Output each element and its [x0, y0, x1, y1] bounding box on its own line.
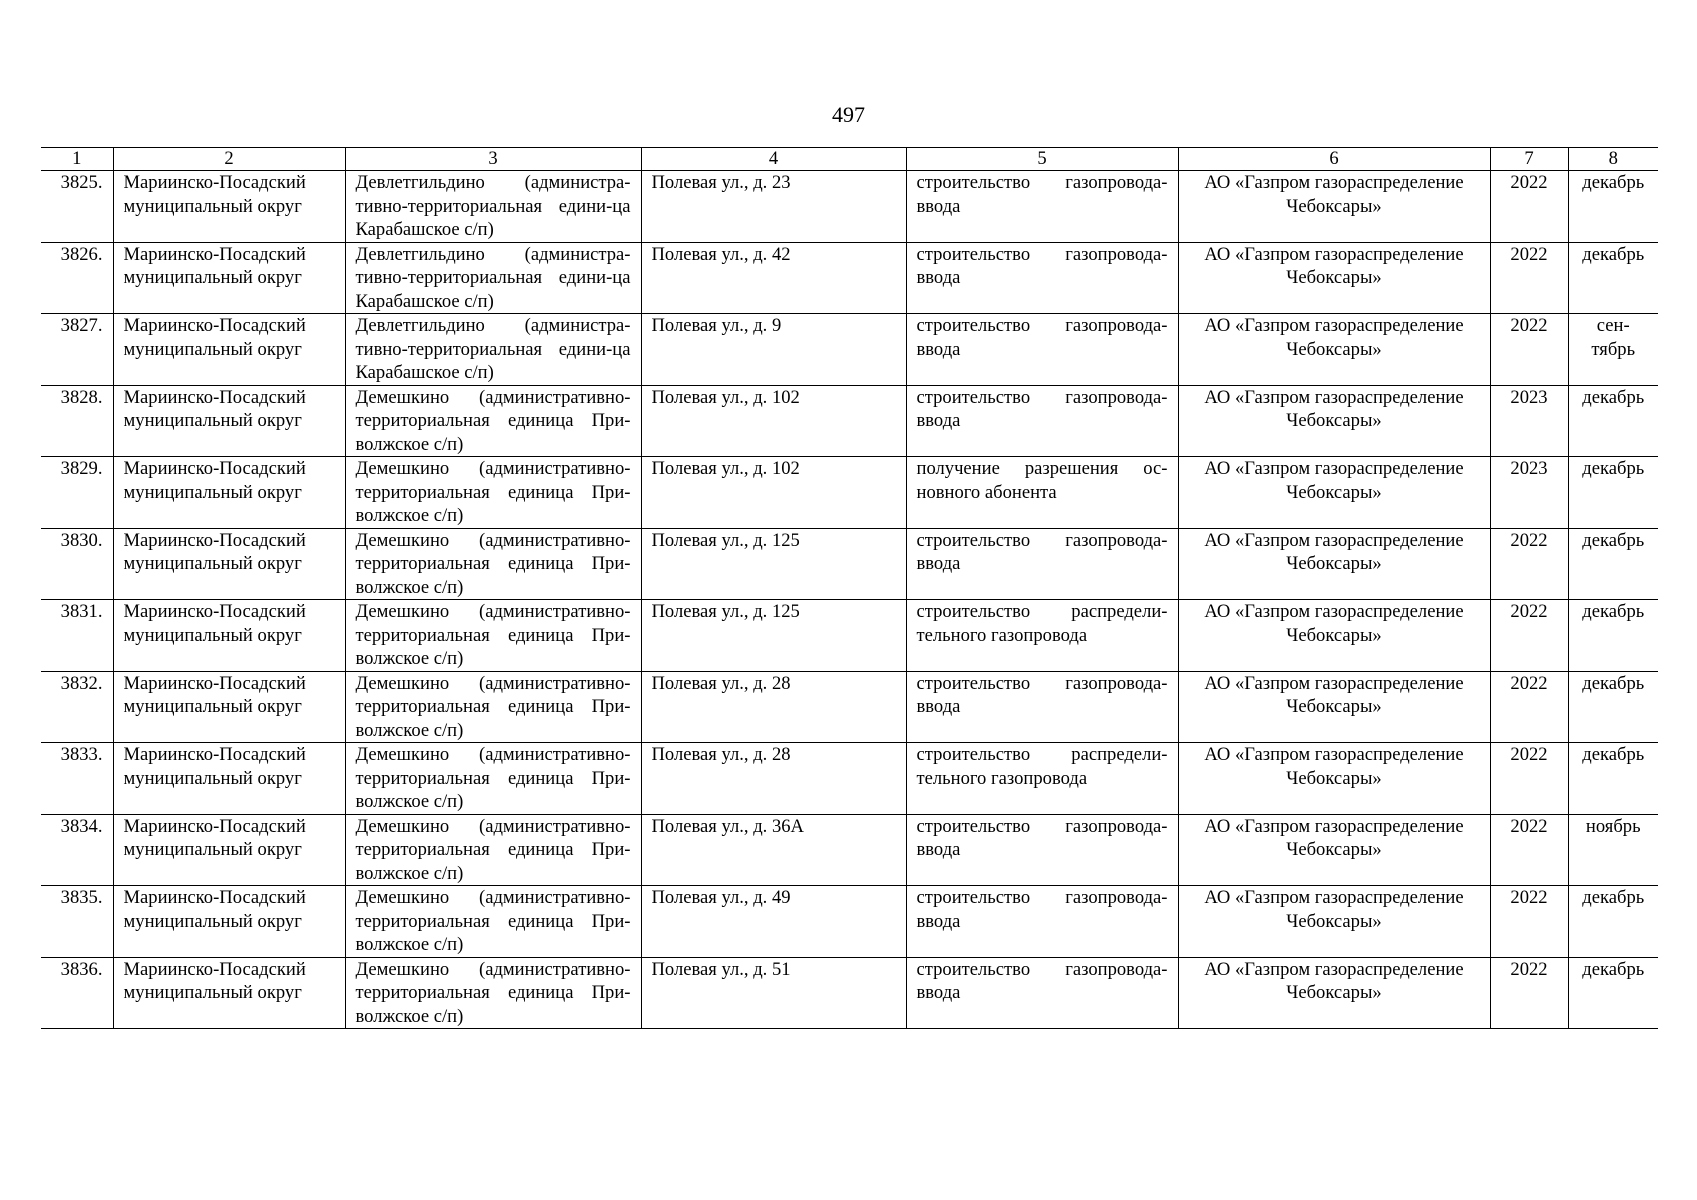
settlement-cell: Демешкино (административно-территориальная единица При-волжское с/п): [345, 600, 641, 672]
district-cell: Мариинско-Посадский муниципальный округ: [113, 457, 345, 529]
executor-cell: АО «Газпром газораспределение Чебоксары»: [1178, 600, 1490, 672]
table-body: [41, 171, 1658, 1029]
settlement-cell: Девлетгильдино (администра-тивно-территориальная едини-ца Карабашское с/п): [345, 171, 641, 243]
year-cell: 2022: [1490, 886, 1568, 958]
work-type-cell: получение разрешения ос-новного абонента: [906, 457, 1178, 529]
month-cell: декабрь: [1568, 171, 1658, 243]
row-number: 3825.: [41, 171, 113, 243]
table-row: [41, 814, 1658, 886]
work-type-cell: строительство распредели-тельного газопровода: [906, 743, 1178, 815]
table-row: [41, 743, 1658, 815]
settlement-cell: Девлетгильдино (администра-тивно-территориальная едини-ца Карабашское с/п): [345, 314, 641, 386]
executor-cell: АО «Газпром газораспределение Чебоксары»: [1178, 814, 1490, 886]
work-type-cell: строительство газопровода-ввода: [906, 171, 1178, 243]
row-number: 3831.: [41, 600, 113, 672]
district-cell: Мариинско-Посадский муниципальный округ: [113, 314, 345, 386]
address-cell: Полевая ул., д. 28: [641, 671, 906, 743]
address-cell: Полевая ул., д. 36А: [641, 814, 906, 886]
year-cell: 2023: [1490, 385, 1568, 457]
month-cell: сен-тябрь: [1568, 314, 1658, 386]
year-cell: 2022: [1490, 743, 1568, 815]
work-type-cell: строительство газопровода-ввода: [906, 314, 1178, 386]
address-cell: Полевая ул., д. 102: [641, 457, 906, 529]
address-cell: Полевая ул., д. 102: [641, 385, 906, 457]
month-cell: декабрь: [1568, 528, 1658, 600]
month-cell: декабрь: [1568, 957, 1658, 1029]
table-row: [41, 671, 1658, 743]
work-type-cell: строительство газопровода-ввода: [906, 242, 1178, 314]
district-cell: Мариинско-Посадский муниципальный округ: [113, 242, 345, 314]
address-cell: Полевая ул., д. 28: [641, 743, 906, 815]
column-header-4: 4: [641, 148, 906, 171]
column-header-3: 3: [345, 148, 641, 171]
settlement-cell: Демешкино (административно-территориальная единица При-волжское с/п): [345, 457, 641, 529]
page-number: 497: [832, 102, 865, 127]
table-row: [41, 886, 1658, 958]
settlement-cell: Девлетгильдино (администра-тивно-территориальная едини-ца Карабашское с/п): [345, 242, 641, 314]
executor-cell: АО «Газпром газораспределение Чебоксары»: [1178, 171, 1490, 243]
row-number: 3835.: [41, 886, 113, 958]
executor-cell: АО «Газпром газораспределение Чебоксары»: [1178, 671, 1490, 743]
table-row: [41, 600, 1658, 672]
year-cell: 2022: [1490, 171, 1568, 243]
district-cell: Мариинско-Посадский муниципальный округ: [113, 886, 345, 958]
column-header-7: 7: [1490, 148, 1568, 171]
district-cell: Мариинско-Посадский муниципальный округ: [113, 957, 345, 1029]
column-header-2: 2: [113, 148, 345, 171]
executor-cell: АО «Газпром газораспределение Чебоксары»: [1178, 743, 1490, 815]
row-number: 3833.: [41, 743, 113, 815]
settlement-cell: Демешкино (административно-территориальная единица При-волжское с/п): [345, 886, 641, 958]
settlement-cell: Демешкино (административно-территориальная единица При-волжское с/п): [345, 743, 641, 815]
settlement-cell: Демешкино (административно-территориальная единица При-волжское с/п): [345, 814, 641, 886]
work-type-cell: строительство газопровода-ввода: [906, 957, 1178, 1029]
month-cell: декабрь: [1568, 242, 1658, 314]
column-header-1: 1: [41, 148, 113, 171]
row-number: 3827.: [41, 314, 113, 386]
row-number: 3828.: [41, 385, 113, 457]
year-cell: 2023: [1490, 457, 1568, 529]
address-cell: Полевая ул., д. 42: [641, 242, 906, 314]
address-cell: Полевая ул., д. 9: [641, 314, 906, 386]
district-cell: Мариинско-Посадский муниципальный округ: [113, 385, 345, 457]
address-cell: Полевая ул., д. 125: [641, 600, 906, 672]
year-cell: 2022: [1490, 600, 1568, 672]
table-row: [41, 242, 1658, 314]
settlement-cell: Демешкино (административно-территориальная единица При-волжское с/п): [345, 385, 641, 457]
register-table: [41, 147, 1658, 1029]
work-type-cell: строительство газопровода-ввода: [906, 886, 1178, 958]
table-row: [41, 171, 1658, 243]
table-row: [41, 528, 1658, 600]
header-row: [41, 148, 1658, 171]
district-cell: Мариинско-Посадский муниципальный округ: [113, 671, 345, 743]
table-row: [41, 457, 1658, 529]
executor-cell: АО «Газпром газораспределение Чебоксары»: [1178, 528, 1490, 600]
work-type-cell: строительство газопровода-ввода: [906, 671, 1178, 743]
settlement-cell: Демешкино (административно-территориальная единица При-волжское с/п): [345, 671, 641, 743]
work-type-cell: строительство газопровода-ввода: [906, 528, 1178, 600]
work-type-cell: строительство распредели-тельного газопровода: [906, 600, 1178, 672]
row-number: 3829.: [41, 457, 113, 529]
month-cell: декабрь: [1568, 385, 1658, 457]
month-cell: декабрь: [1568, 671, 1658, 743]
year-cell: 2022: [1490, 814, 1568, 886]
row-number: 3826.: [41, 242, 113, 314]
row-number: 3832.: [41, 671, 113, 743]
month-cell: декабрь: [1568, 457, 1658, 529]
executor-cell: АО «Газпром газораспределение Чебоксары»: [1178, 242, 1490, 314]
address-cell: Полевая ул., д. 49: [641, 886, 906, 958]
year-cell: 2022: [1490, 314, 1568, 386]
column-header-8: 8: [1568, 148, 1658, 171]
address-cell: Полевая ул., д. 23: [641, 171, 906, 243]
executor-cell: АО «Газпром газораспределение Чебоксары»: [1178, 314, 1490, 386]
month-cell: декабрь: [1568, 886, 1658, 958]
month-cell: декабрь: [1568, 600, 1658, 672]
year-cell: 2022: [1490, 671, 1568, 743]
table-header: [41, 148, 1658, 171]
district-cell: Мариинско-Посадский муниципальный округ: [113, 814, 345, 886]
row-number: 3830.: [41, 528, 113, 600]
month-cell: ноябрь: [1568, 814, 1658, 886]
row-number: 3836.: [41, 957, 113, 1029]
address-cell: Полевая ул., д. 51: [641, 957, 906, 1029]
executor-cell: АО «Газпром газораспределение Чебоксары»: [1178, 886, 1490, 958]
month-cell: декабрь: [1568, 743, 1658, 815]
year-cell: 2022: [1490, 528, 1568, 600]
row-number: 3834.: [41, 814, 113, 886]
district-cell: Мариинско-Посадский муниципальный округ: [113, 171, 345, 243]
executor-cell: АО «Газпром газораспределение Чебоксары»: [1178, 957, 1490, 1029]
table-row: [41, 957, 1658, 1029]
work-type-cell: строительство газопровода-ввода: [906, 385, 1178, 457]
district-cell: Мариинско-Посадский муниципальный округ: [113, 528, 345, 600]
work-type-cell: строительство газопровода-ввода: [906, 814, 1178, 886]
table-row: [41, 314, 1658, 386]
column-header-5: 5: [906, 148, 1178, 171]
district-cell: Мариинско-Посадский муниципальный округ: [113, 600, 345, 672]
year-cell: 2022: [1490, 957, 1568, 1029]
district-cell: Мариинско-Посадский муниципальный округ: [113, 743, 345, 815]
year-cell: 2022: [1490, 242, 1568, 314]
settlement-cell: Демешкино (административно-территориальная единица При-волжское с/п): [345, 528, 641, 600]
table-row: [41, 385, 1658, 457]
executor-cell: АО «Газпром газораспределение Чебоксары»: [1178, 457, 1490, 529]
executor-cell: АО «Газпром газораспределение Чебоксары»: [1178, 385, 1490, 457]
settlement-cell: Демешкино (административно-территориальная единица При-волжское с/п): [345, 957, 641, 1029]
column-header-6: 6: [1178, 148, 1490, 171]
address-cell: Полевая ул., д. 125: [641, 528, 906, 600]
